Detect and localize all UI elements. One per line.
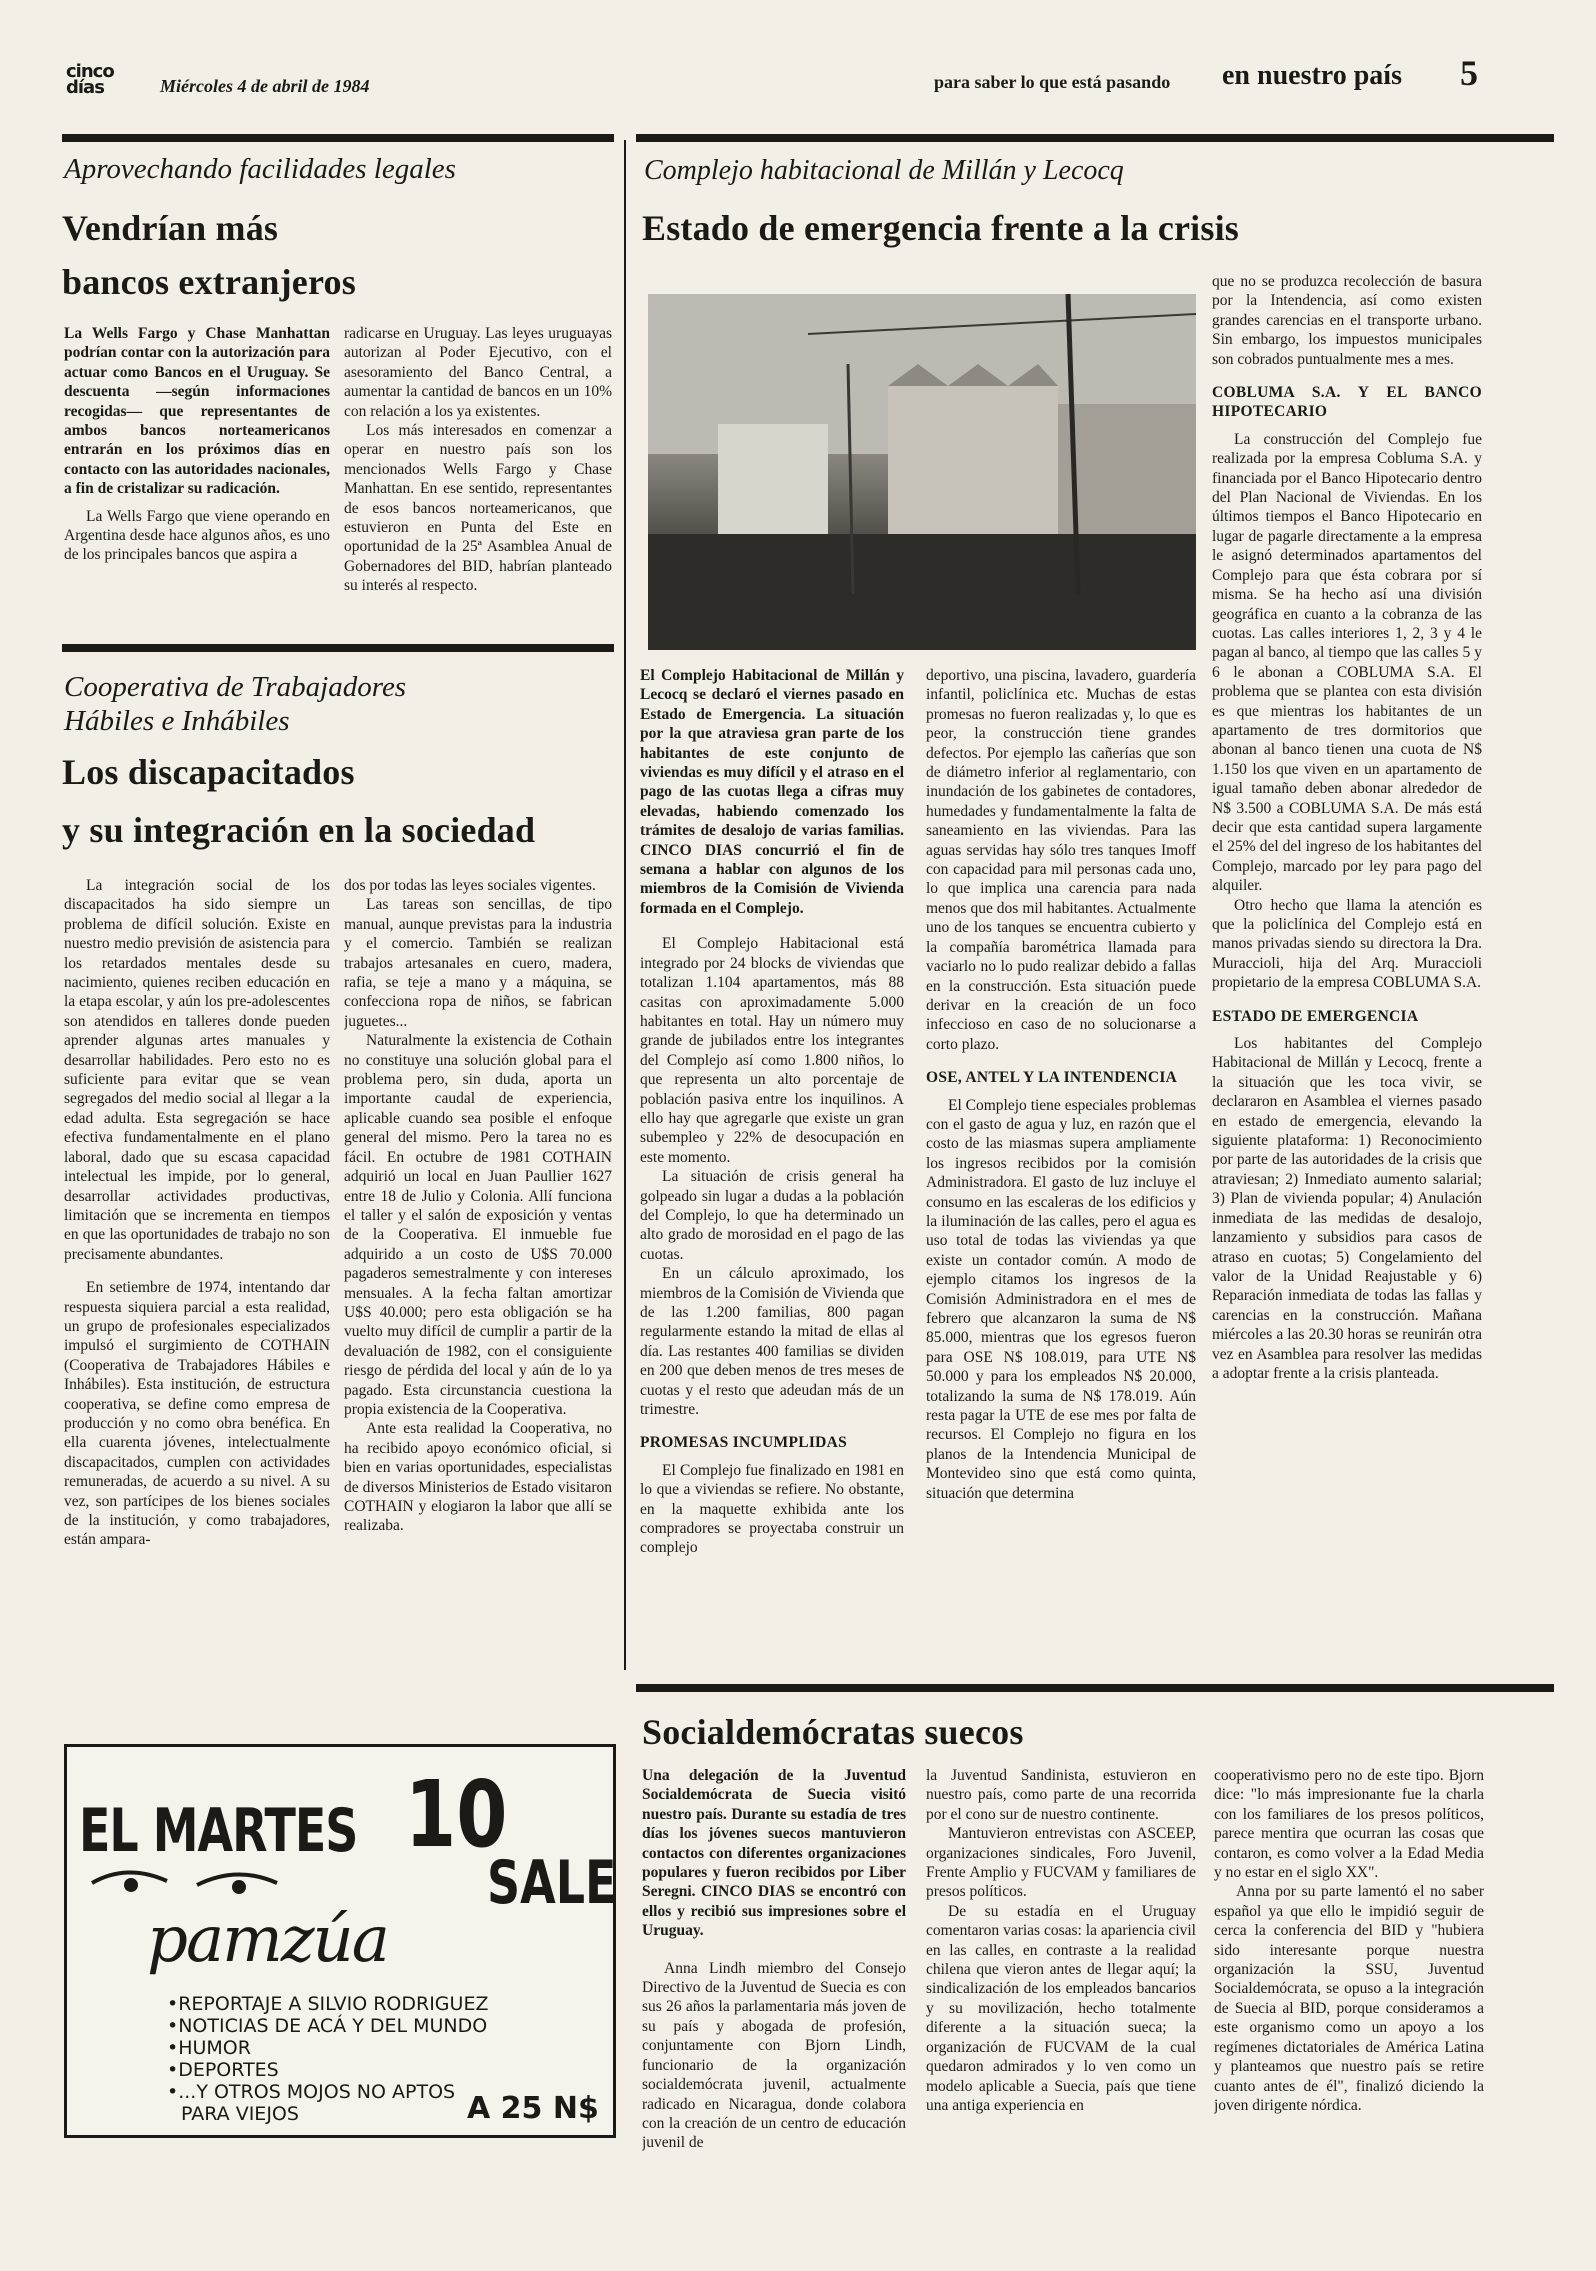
discapacitados-p2: En setiembre de 1974, intentando dar respuesta siquiera parcial a esta realidad, un grupo de profesionales especializados impulsó el surgimiento de COTHAIN (Cooperativa de Trabajadores Hábiles e Inhábiles). Esta institución, de estructura cooperativa, se define como empresa de producción y no como obra benéfica. En ella cuarenta jóvenes, intelectualmente discapacitados, cumplen con actividades remuneradas, de acuerdo a su nivel. A su vez, son partícipes de los bienes sociales de la institución, y como trabajadores, están ampara-	[64, 1279, 330, 1549]
ad-line-el-martes: EL MARTES	[79, 1795, 358, 1866]
discapacitados-p5: Naturalmente la existencia de Cothain no constituye una solución global para el problema pero, sin duda, aporta un importante caudal de experiencia, aplicable cuando sea posible el enfoque general del mismo. Pero la tarea no es fácil. En octubre de 1981 COTHAIN adquirió un local en Juan Paullier 1627 entre 18 de Julio y Colonia. Allí funciona el taller y el salón de exposición y ventas de la Cooperativa. El inmueble fue adquirido a un costo de U$S 70.000 pagaderos semestralmente y con intereses mensuales. A la fecha faltan amortizar U$S 40.000; pero esta obligación se ha vuelto muy difícil de cumplir a partir de la devaluación de 1982, con el consiguiente riesgo de pérdida del local y aún de lo ya pagado. Esta circunstancia cuestiona la propia existencia de la Cooperativa.	[344, 1032, 612, 1418]
complejo-p7: que no se produzca recolección de basura por la Intendencia, así como existen grandes carencias en el transporte urbano. Sin embargo, los impuestos municipales son cobrados puntualmente mes a mes.	[1212, 273, 1482, 368]
complejo-p9: Otro hecho que llama la atención es que la policlínica del Complejo está en manos privadas siendo su directora la Dra. Muraccioli, hija del Arq. Muraccioli propietario de la empresa COBLUMA S.A.	[1212, 896, 1482, 992]
bancos-kicker: Aprovechando facilidades legales	[64, 153, 456, 185]
discapacitados-col-2	[344, 876, 612, 1676]
discapacitados-kicker-1: Cooperativa de Trabajadores	[64, 671, 407, 703]
suecos-p3: Mantuvieron entrevistas con ASCEEP, organizaciones sindicales, Foro Juvenil, Frente Amplio y FUCVAM y familiares de presos políticos.	[926, 1825, 1196, 1901]
discapacitados-p1: La integración social de los discapacitados ha sido siempre un problema de difícil solución. Existe en nuestro medio previsión de asistencia para los retardados mentales desde su nacimiento, quienes reciben educación en la etapa escolar, y aún los pre-adolescentes son atendidos en talleres donde pueden aprender algunas artes manuales y desarrollar habilidades. Pero esto no es suficiente para evitar que se vean segregados del medio social al llegar a la edad adulta. Esta segregación se hace efectiva fundamentalmente en el plano laboral, dado que su escasa capacidad intelectual les impide, por lo general, desarrollar actividades productivas, limitación que se incrementa en tiempos en que las oportunidades de trabajo no son precisamente abundantes.	[64, 877, 330, 1263]
suecos-col-2	[926, 1766, 1196, 2246]
complejo-sub-ose: OSE, ANTEL Y LA INTENDENCIA	[926, 1069, 1178, 1087]
suecos-p4: De su estadía en el Uruguay comentaron varias cosas: la apariencia civil en las calles, en contraste a la realidad chilena que vieron antes de llegar aquí; la sindicalización de los empleados bancarios y su movilización, hecho totalmente diferente a la situación sueca; la organización de FUCVAM de la cual quedaron admirados y lo ven como un modelo aplicable a Suecia, país que tiene una antiga experiencia en	[926, 1902, 1196, 2114]
complejo-sub-estado: ESTADO DE EMERGENCIA	[1212, 1007, 1419, 1025]
advertisement-box	[64, 1744, 616, 2138]
bancos-col-2	[344, 324, 612, 634]
complejo-p2: La situación de crisis general ha golpeado sin lugar a dudas a la población del Complejo, lo que ha determinado un alto grado de morosidad en el pago de las cuotas.	[640, 1168, 904, 1263]
ad-item-1: •REPORTAJE A SILVIO RODRIGUEZ	[167, 1993, 489, 2015]
top-rule-right	[636, 134, 1554, 142]
bancos-p3: Los más interesados en comenzar a operar en nuestro país son los mencionados Wells Fargo y Chase Manhattan. En ese sentido, representantes de esos bancos norteamericanos, que estuvieron en Punta del Este en oportunidad de la 25ª Asamblea Anual de Gobernadores del BID, habrían planteado su interés al respecto.	[344, 422, 612, 595]
rule-above-suecos	[636, 1684, 1554, 1692]
suecos-p2: la Juventud Sandinista, estuvieron en nuestro país, como parte de una recorrida por el cono sur de nuestro continente.	[926, 1767, 1196, 1823]
suecos-p5: cooperativismo pero no de este tipo. Bjorn dice: "lo más impresionante fue la charla con los familiares de los presos políticos, parece mentira que ocurran las cosas que contaron, es como volver a la Edad Media y no estar en el siglo XX".	[1214, 1767, 1484, 1882]
complejo-headline: Estado de emergencia frente a la crisis	[642, 208, 1240, 248]
complejo-kicker: Complejo habitacional de Millán y Lecocq	[644, 155, 1124, 186]
complejo-p10: Los habitantes del Complejo Habitacional de Millán y Lecocq, frente a la situación que les toca vivir, se declararon en Asamblea el viernes pasado en estado de emergencia, elevando la siguiente plataforma: 1) Reconocimiento por parte de las autoridades de la crisis que atraviesan; 2) Inmediato aumento salarial; 3) Plan de vivienda popular; 4) Anulación inmediata de las medidas de desalojo, lanzamiento y subsidios para casos de atraso en cuotas; 5) Congelamiento del valor de la Unidad Reajustable y 6) Reparación inmediata de todas las fallas y carencias en la construcción. Mañana miércoles a las 20.30 horas se reunirán otra vez en Asamblea para resolver las medidas a adoptar frente a la crisis planteada.	[1212, 1035, 1482, 1382]
complejo-p1: El Complejo Habitacional está integrado por 24 blocks de viviendas que totalizan 1.104 apartamentos, más 88 casitas con aproximadamente 5.000 habitantes en total. Hay un número muy grande de jubilados entre los integrantes del Complejo así como 1.800 niños, lo que representa un alto porcentaje de población pasiva entre los inquilinos. A ello hay que agregarle que existe un gran subempleo y 22% de desocupación en este momento.	[640, 935, 904, 1166]
discapacitados-col-1	[64, 876, 330, 1676]
ad-brand-logo: pamzúa	[147, 1903, 388, 1977]
complejo-col-2	[926, 666, 1196, 1676]
complejo-p3: En un cálculo aproximado, los miembros de la Comisión de Vivienda que de las 1.200 familias, 800 pagan regularmente estando la mitad de ellas al día. Las restantes 400 familias se dividen en 200 que deben menos de tres meses de cuotas y el resto que adeudan más de un trimestre.	[640, 1265, 904, 1419]
complejo-col-1	[640, 666, 904, 1676]
masthead-section: en nuestro país	[1222, 60, 1402, 91]
suecos-headline: Socialdemócratas suecos	[642, 1712, 1024, 1752]
ad-line-sale: SALE	[487, 1847, 617, 1918]
discapacitados-p6: Ante esta realidad la Cooperativa, no ha recibido apoyo económico oficial, si bien en varias oportunidades, especialistas de diversos Ministerios de Estado visitaron COTHAIN y elogiaron la labor que allí se realizaba.	[344, 1420, 612, 1535]
discapacitados-p3: dos por todas las leyes sociales vigentes.	[344, 877, 596, 894]
bancos-lead: La Wells Fargo y Chase Manhattan podrían contar con la autorización para actuar como Bancos en el Uruguay. Se descuenta —según informaciones recogidas— que representantes de ambos bancos norteamericanos entrarán en los próximos días en contacto con las autoridades nacionales, a fin de cristalizar su radicación.	[64, 325, 330, 498]
ad-item-5: •...Y OTROS MOJOS NO APTOS	[167, 2081, 456, 2103]
suecos-col-3	[1214, 1766, 1484, 2246]
complejo-sub-cobluma: COBLUMA S.A. Y EL BANCO HIPOTECARIO	[1212, 384, 1482, 421]
masthead-tagline: para saber lo que está pasando	[934, 72, 1171, 92]
masthead-logo: cinco días	[66, 61, 114, 98]
discapacitados-p4: Las tareas son sencillas, de tipo manual, aunque previstas para la industria y el comercio. También se realizan trabajos artesanales en cuero, madera, rafia, se teje a mano y a máquina, se confecciona ropa de niños, se fabrican juguetes...	[344, 896, 612, 1030]
ad-item-4: •DEPORTES	[167, 2059, 279, 2081]
top-rule-left	[62, 134, 614, 142]
housing-complex-photo	[648, 294, 1196, 650]
column-divider	[624, 140, 626, 1670]
ad-item-3: •HUMOR	[167, 2037, 251, 2059]
ad-price: A 25 N$	[467, 2091, 599, 2126]
ad-eyes-drawing	[87, 1863, 347, 1903]
masthead-date: Miércoles 4 de abril de 1984	[160, 76, 370, 96]
complejo-p8: La construcción del Complejo fue realizada por la empresa Cobluma S.A. y financiada por el Banco Hipotecario dentro del Plan Nacional de Viviendas. En los últimos tiempos el Banco Hipotecario en lugar de pagarle directamente a la empresa le asignó determinados apartamentos del Complejo para que ésta cobrara por sí misma. Se ha hecho así una división geográfica en cuanto a la cobranza de las cuotas. Las calles interiores 1, 2, 3 y 4 le pagan al banco, al tiempo que las calles 5 y 6 le abonan a COBLUMA S.A. El problema que se plantea con esta división es que mientras los habitantes de un apartamento de tres dormitorios que abonan al banco tienen una cuota de N$ 1.150 los que viven en un apartamento de igual tamaño deben abonar alrededor de N$ 3.500 a COBLUMA S.A. De más está decir que esta cantidad supera largamente el 25% del del ingreso de los habitantes del Complejo, marcado por ley para pago del alquiler.	[1212, 430, 1482, 895]
discapacitados-kicker-2: Hábiles e Inhábiles	[64, 705, 290, 737]
complejo-p6: El Complejo tiene especiales problemas con el gasto de agua y luz, en razón que el costo de las miasmas supera ampliamente los ingresos recibidos por la comisión Administradora. El gasto de luz incluye el consumo en las escaleras de los edificios y la iluminación de las calles, pero el agua es uso total de todas las viviendas ya que existe un contador común. A modo de ejemplo citamos los ingresos de la Comisión Administradora en el mes de febrero que alcanzaron la suma de N$ 85.000, mientras que los egresos fueron para OSE N$ 108.019, para UTE N$ 50.000 y para los empleados N$ 20.000, totalizando la suma de N$ 178.019. Aún resta pagar la UTE de ese mes por falta de recursos. El Complejo no figura en los planos de la Intendencia Municipal de Montevideo sino que está como quinta, situación que determina	[926, 1096, 1196, 1502]
suecos-col-1	[642, 1766, 906, 2246]
ad-day-number: 10	[405, 1761, 508, 1868]
discapacitados-headline-1: Los discapacitados	[62, 752, 355, 792]
suecos-p6: Anna por su parte lamentó el no saber español ya que ello le impidió seguir de cerca la conferencia del BID y "hubiera sido interesante porque nuestra organización la SSU, Juventud Socialdemócrata, se opuso a la integración de Suecia al BID, porque consideramos a este organismo como un apoyo a los regímenes dictatoriales de América Latina y planteamos que nuestro país se retire cuanto antes de él", finalizó diciendo la joven dirigente nórdica.	[1214, 1883, 1484, 2114]
suecos-p1: Anna Lindh miembro del Consejo Directivo de la Juventud de Suecia es con sus 26 años la parlamentaria más joven de su país y abogada de profesión, conjuntamente con Bjorn Lindh, funcionario de la organización socialdemócrata juvenil, actualmente radicado en Nicaragua, donde colabora con la creación de un centro de educación juvenil de	[642, 1959, 906, 2152]
discapacitados-headline-2: y su integración en la sociedad	[62, 810, 536, 850]
bancos-p1: La Wells Fargo que viene operando en Argentina desde hace algunos años, es uno de los principales bancos que aspira a	[64, 507, 330, 564]
bancos-col-1	[64, 324, 330, 634]
ad-item-2: •NOTICIAS DE ACÁ Y DEL MUNDO	[167, 2015, 488, 2037]
complejo-p4: El Complejo fue finalizado en 1981 en lo que a viviendas se refiere. No obstante, en la maquette exhibida ante los compradores se proyectaba construir un complejo	[640, 1461, 904, 1557]
bancos-headline-2: bancos extranjeros	[62, 262, 356, 302]
complejo-col-3	[1212, 272, 1482, 1676]
complejo-lead: El Complejo Habitacional de Millán y Lecocq se declaró el viernes pasado en Estado de Emergencia. La situación por la que atraviesa gran parte de los habitantes de este conjunto de viviendas es muy difícil y el atraso en el pago de las cuotas llega a cifras muy elevadas, habiendo comenzado los trámites de desalojo de varias familias. CINCO DIAS concurrió el fin de semana a hablar con algunos de los miembros de la Comisión de Vivienda formada en el Complejo.	[640, 667, 904, 917]
photo-illustration	[648, 294, 1196, 650]
ad-item-6: PARA VIEJOS	[181, 2103, 299, 2125]
rule-under-bancos	[62, 644, 614, 652]
page-number: 5	[1460, 53, 1478, 93]
bancos-p2: radicarse en Uruguay. Las leyes uruguayas autorizan al Poder Ejecutivo, con el asesoramiento del Banco Central, a aumentar la cantidad de bancos en un 10% con relación a los ya existentes.	[344, 325, 612, 420]
complejo-sub-promesas: PROMESAS INCUMPLIDAS	[640, 1434, 848, 1452]
bancos-headline-1: Vendrían más	[62, 208, 279, 248]
suecos-lead: Una delegación de la Juventud Socialdemócrata de Suecia visitó nuestro país. Durante su estadía de tres días los jóvenes suecos mantuvieron contactos con diferentes organizaciones populares y fueron recibidos por Liber Seregni. CINCO DIAS se encontró con ellos y recibió sus impresiones sobre el Uruguay.	[642, 1767, 906, 1940]
complejo-p5: deportivo, una piscina, lavadero, guardería infantil, policlínica etc. Muchas de estas promesas no fueron realizadas y, lo que es peor, la construcción tiene grandes defectos. Por ejemplo las cañerías que son de diámetro inferior al reglamentario, con inundación de los gabinetes de contadores, humedades y fundamentalmente la falta de saneamiento en las viviendas. Para las aguas servidas hay sólo tres tanques Imoff con capacidad para mil personas cada uno, lo que implica una carencia para nada menos que dos mil habitantes. Actualmente uno de los tanques se encuentra cubierto y la compañía barométrica llamada para vaciarlo no lo pudo realizar debido a fallas en la construcción. Esta situación puede derivar en la creación de un foco infeccioso en caso de no solucionarse a corto plazo.	[926, 667, 1196, 1053]
